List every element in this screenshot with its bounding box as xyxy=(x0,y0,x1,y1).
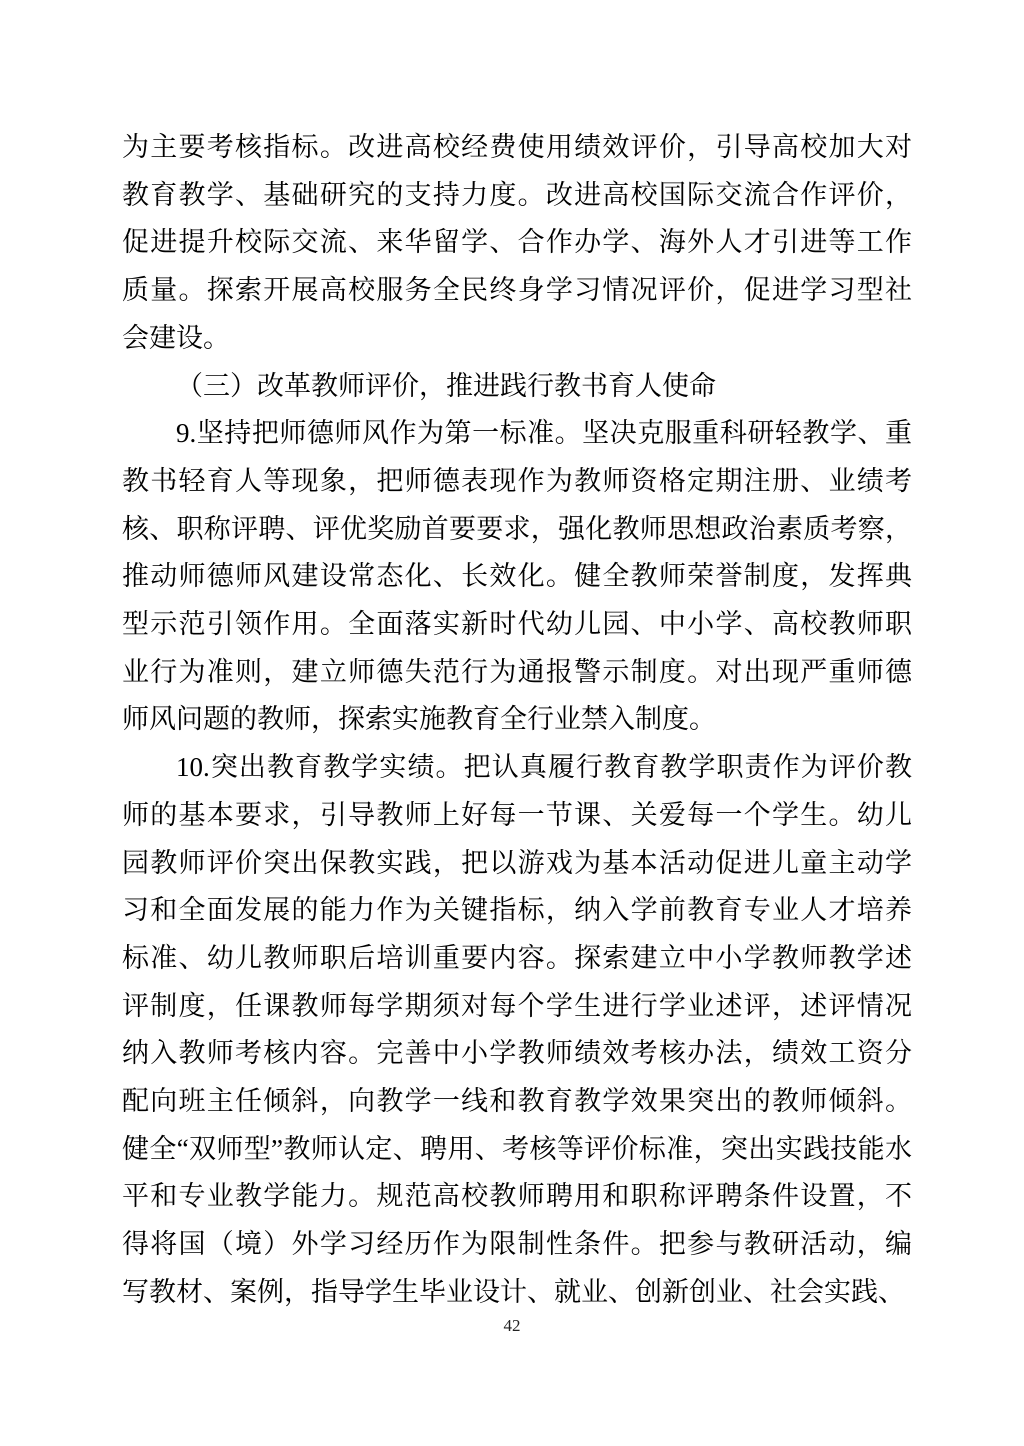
text-line: （三）改革教师评价，推进践行教书育人使命 xyxy=(176,370,716,401)
text-line: 写教材、案例，指导学生毕业设计、就业、创新创业、社会实践、 xyxy=(122,1276,905,1307)
text-line: 师的基本要求，引导教师上好每一节课、关爱每一个学生。幼儿 xyxy=(122,799,912,830)
text-line: 业行为准则，建立师德失范行为通报警示制度。对出现严重师德 xyxy=(122,656,912,687)
text-line: 促进提升校际交流、来华留学、合作办学、海外人才引进等工作 xyxy=(122,227,912,258)
text-line: 会建设。 xyxy=(122,322,230,353)
document-text-body xyxy=(122,0,912,1317)
text-line: 评制度，任课教师每学期须对每个学生进行学业述评，述评情况 xyxy=(122,990,912,1021)
text-line: 师风问题的教师，探索实施教育全行业禁入制度。 xyxy=(122,704,716,735)
text-line: 纳入教师考核内容。完善中小学教师绩效考核办法，绩效工资分 xyxy=(122,1038,912,1069)
paragraph-item-10 xyxy=(122,744,912,1316)
text-line: 教书轻育人等现象，把师德表现作为教师资格定期注册、业绩考 xyxy=(122,465,912,496)
page-number: 42 xyxy=(503,1316,521,1335)
text-line: 标准、幼儿教师职后培训重要内容。探索建立中小学教师教学述 xyxy=(122,942,912,973)
text-line: 为主要考核指标。改进高校经费使用绩效评价，引导高校加大对 xyxy=(122,132,912,162)
text-line: 得将国（境）外学习经历作为限制性条件。把参与教研活动，编 xyxy=(122,1229,912,1260)
text-line: 健全“双师型”教师认定、聘用、考核等评价标准，突出实践技能水 xyxy=(122,1133,912,1164)
text-line: 平和专业教学能力。规范高校教师聘用和职称评聘条件设置，不 xyxy=(122,1181,912,1212)
text-line: 9.坚持把师德师风作为第一标准。坚决克服重科研轻教学、重 xyxy=(176,418,912,449)
text-line: 型示范引领作用。全面落实新时代幼儿园、中小学、高校教师职 xyxy=(122,609,912,640)
text-line: 配向班主任倾斜，向教学一线和教育教学效果突出的教师倾斜。 xyxy=(122,1086,912,1117)
text-line: 教育教学、基础研究的支持力度。改进高校国际交流合作评价， xyxy=(122,179,912,210)
text-line: 核、职称评聘、评优奖励首要要求，强化教师思想政治素质考察， xyxy=(122,513,912,544)
paragraph-item-9 xyxy=(122,410,912,744)
text-line: 质量。探索开展高校服务全民终身学习情况评价，促进学习型社 xyxy=(122,275,912,306)
text-line: 10.突出教育教学实绩。把认真履行教育教学职责作为评价教 xyxy=(176,752,912,783)
paragraph-continuation xyxy=(122,124,912,363)
section-heading xyxy=(122,363,912,411)
text-line: 园教师评价突出保教实践，把以游戏为基本活动促进儿童主动学 xyxy=(122,847,912,878)
text-line: 习和全面发展的能力作为关键指标，纳入学前教育专业人才培养 xyxy=(122,895,912,926)
text-line: 推动师德师风建设常态化、长效化。健全教师荣誉制度，发挥典 xyxy=(122,561,912,592)
